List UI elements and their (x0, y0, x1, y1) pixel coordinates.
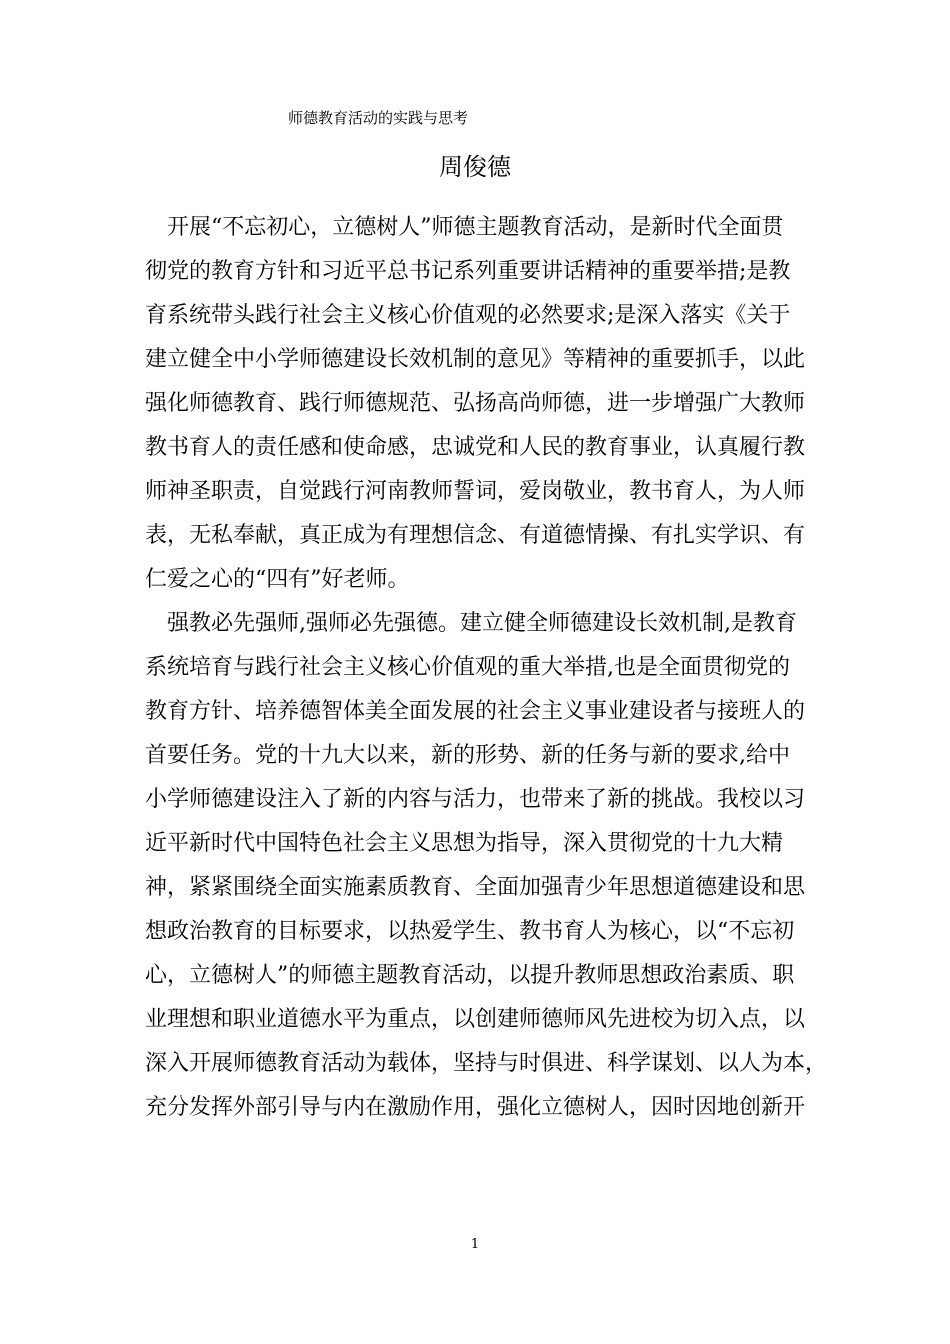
paragraph-1-line: 强化师德教育、践行师德规范、弘扬高尚师德，进一步增强广大教师 (145, 391, 806, 416)
body-text (145, 206, 835, 1130)
author-name: 周俊德 (439, 153, 511, 181)
paragraph-2-line: 想政治教育的目标要求，以热爱学生、教书育人为核心，以“不忘初 (145, 919, 795, 944)
paragraph-2-line: 心，立德树人”的师德主题教育活动，以提升教师思想政治素质、职 (145, 963, 795, 988)
paragraph-2-line: 神，紧紧围绕全面实施素质教育、全面加强青少年思想道德建设和思 (145, 875, 806, 900)
paragraph-2-line: 充分发挥外部引导与内在激励作用，强化立德树人，因时因地创新开 (145, 1095, 806, 1120)
document-title: 师德教育活动的实践与思考 (288, 109, 469, 127)
paragraph-1-line: 育系统带头践行社会主义核心价值观的必然要求;是深入落实《关于 (145, 303, 791, 328)
paragraph-1-line: 教书育人的责任感和使命感，忠诚党和人民的教育事业，认真履行教 (145, 435, 806, 460)
paragraph-1-line: 建立健全中小学师德建设长效机制的意见》等精神的重要抓手，以此 (145, 347, 806, 372)
paragraph-1-line: 仁爱之心的“四有”好老师。 (145, 567, 410, 592)
paragraph-1-line: 彻党的教育方针和习近平总书记系列重要讲话精神的重要举措;是教 (145, 259, 791, 284)
paragraph-1-line: 表，无私奉献，真正成为有理想信念、有道德情操、有扎实学识、有 (145, 523, 806, 548)
paragraph-2-line: 系统培育与践行社会主义核心价值观的重大举措,也是全面贯彻党的 (145, 655, 790, 680)
paragraph-2-line: 强教必先强师,强师必先强德。建立健全师德建设长效机制,是教育 (167, 611, 797, 636)
paragraph-2-line: 业理想和职业道德水平为重点，以创建师德师风先进校为切入点，以 (145, 1007, 806, 1032)
paragraph-2-line: 小学师德建设注入了新的内容与活力，也带来了新的挑战。我校以习 (145, 787, 806, 812)
paragraph-1-line: 师神圣职责，自觉践行河南教师誓词，爱岗敬业，教书育人，为人师 (145, 479, 806, 504)
paragraph-2-line: 深入开展师德教育活动为载体，坚持与时俱进、科学谋划、以人为本， (145, 1051, 828, 1076)
paragraph-2-line: 首要任务。党的十九大以来，新的形势、新的任务与新的要求,给中 (145, 743, 790, 768)
paragraph-1-line: 开展“不忘初心，立德树人”师德主题教育活动，是新时代全面贯 (167, 215, 784, 240)
paragraph-2-line: 近平新时代中国特色社会主义思想为指导，深入贯彻党的十九大精 (145, 831, 784, 856)
page-number: 1 (470, 1237, 480, 1252)
paragraph-2-line: 教育方针、培养德智体美全面发展的社会主义事业建设者与接班人的 (145, 699, 806, 724)
